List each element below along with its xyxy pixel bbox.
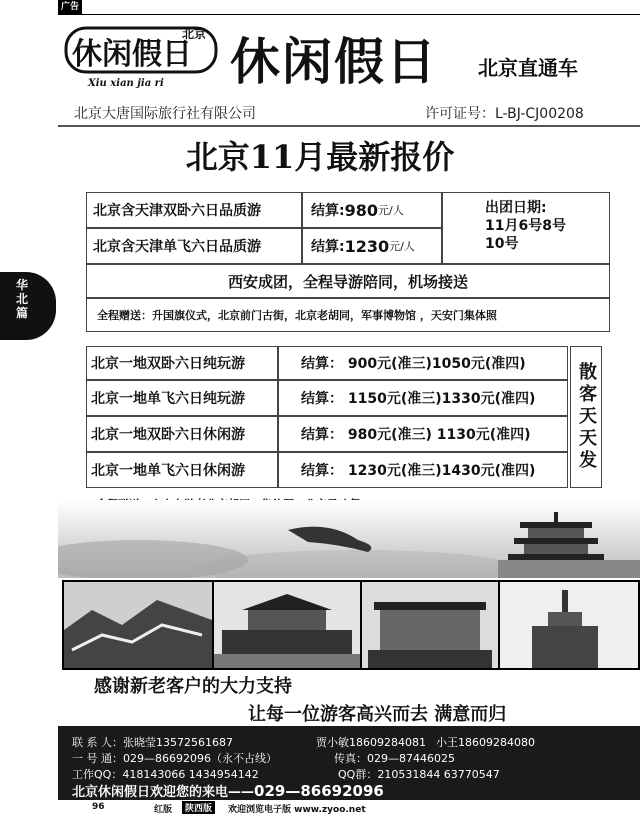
tour-note (86, 264, 610, 298)
tour-name-cell (86, 416, 278, 452)
tour-name-cell (86, 380, 278, 416)
contact-person: 小王18609284080 (436, 736, 535, 749)
price-text: 结算： 1230元(准三)1430元(准四) (301, 463, 536, 479)
contact-person: 张晓莹13572561687 (123, 736, 233, 749)
thanks-line: 感谢新老客户的大力支持 (94, 676, 292, 697)
contacts-row (72, 734, 233, 750)
price-text: 结算： 900元(准三)1050元(准四) (301, 356, 526, 372)
tour-price-cell (278, 346, 568, 380)
contact-person: 贾小敏18609284081 (316, 736, 426, 749)
region-tab-char: 华 (16, 278, 29, 292)
price-text: 结算： 1150元(准三)1330元(准四) (301, 391, 536, 407)
price-unit: 元/人 (389, 240, 415, 253)
qq-label: 工作QQ： (72, 768, 123, 781)
gift-row (86, 298, 610, 332)
license-number: 许可证号：L-BJ-CJ00208 (425, 106, 584, 122)
brand-name: 休闲假日 (230, 32, 438, 91)
brand-subtitle: 北京直通车 (478, 56, 578, 80)
footer-edition: 红版 (154, 805, 173, 814)
phone-row (72, 750, 277, 766)
fax-row (334, 750, 455, 766)
logo-text: 休闲假日 (72, 37, 192, 72)
header-divider (58, 125, 640, 127)
tour-name-cell (86, 192, 302, 228)
departure-dates: 出团日期: 11月6号8号 10号 (442, 192, 610, 264)
price-label: 结算: (311, 203, 345, 219)
banner-scene (58, 500, 640, 578)
tour-name: 北京一地双卧六日休闲游 (91, 427, 245, 443)
brand-logo (64, 20, 224, 92)
contact-block (58, 726, 640, 800)
logo-pinyin: Xiu xian jia ri (88, 78, 164, 89)
logo-mark (64, 20, 224, 92)
welcome-text: 北京休闲假日欢迎您的来电—— (72, 785, 255, 800)
region-tab-char: 篇 (16, 306, 29, 320)
price-value: 980 (344, 200, 379, 220)
tour-name-cell (86, 228, 302, 264)
top-divider (58, 14, 640, 15)
fax-label: 传真： (334, 752, 367, 765)
tour-name: 北京一地单飞六日休闲游 (91, 463, 245, 479)
tour-name: 北京一地双卧六日纯玩游 (91, 356, 245, 372)
welcome-row (72, 781, 384, 800)
qq-group-label: QQ群： (338, 768, 378, 781)
price-value: 1230 (344, 236, 390, 256)
region-tab-char: 北 (16, 292, 29, 306)
tour-name-cell (86, 346, 278, 380)
page-number: 96 (92, 802, 105, 812)
military-museum-photo (500, 582, 638, 668)
tour-price-cell (302, 192, 442, 228)
page-footer (58, 800, 640, 814)
gift-text: 全程赠送：升国旗仪式，北京前门古街，北京老胡同，军事博物馆 ，天安门集体照 (97, 309, 497, 322)
tour-name: 北京一地单飞六日纯玩游 (91, 391, 245, 407)
tiananmen-photo (214, 582, 360, 668)
thanks-line: 让每一位游客高兴而去 满意而归 (248, 704, 507, 725)
page-title: 北京11月最新报价 (185, 138, 455, 176)
qq-group-number: 210531844 63770547 (377, 768, 500, 781)
company-name: 北京大唐国际旅行社有限公司 (74, 106, 256, 122)
price-label: 结算: (311, 239, 345, 255)
tour-price-cell (278, 380, 568, 416)
photo-strip (62, 580, 640, 670)
great-wall-photo (64, 582, 212, 668)
tour-name-cell (86, 452, 278, 488)
qq-group-row (338, 766, 500, 782)
tour-name: 北京含天津单飞六日品质游 (93, 239, 261, 255)
memorial-hall-photo (362, 582, 498, 668)
photo-collage (62, 580, 640, 670)
footer-site: 欢迎浏览电子版 www.zyoo.net (228, 805, 366, 814)
daily-departure-label (570, 346, 602, 488)
daily-departure-text: 散客天天发 (576, 362, 597, 472)
banner-illustration (58, 500, 640, 578)
footer-brand: 陕西版 (182, 801, 215, 814)
ad-tag: 广告 (58, 0, 82, 14)
price-text: 结算： 980元(准三) 1130元(准四) (301, 427, 531, 443)
fax-number: 029—87446025 (367, 752, 455, 765)
qq-row (72, 766, 259, 782)
price-unit: 元/人 (378, 204, 404, 217)
contacts-label: 联 系 人： (72, 736, 123, 749)
qq-number: 418143066 1434954142 (122, 768, 259, 781)
logo-corner-text: 北京 (182, 27, 207, 41)
region-tab (0, 272, 56, 340)
tour-price-cell (302, 228, 442, 264)
tour-name: 北京含天津双卧六日品质游 (93, 203, 261, 219)
tour-price-cell (278, 416, 568, 452)
tour-price-cell (278, 452, 568, 488)
tour-note-text: 西安成团，全程导游陪同，机场接送 (227, 272, 468, 291)
phone-label: 一 号 通： (72, 752, 123, 765)
welcome-phone: 029—86692096 (254, 782, 384, 800)
phone-number: 029—86692096（永不占线） (123, 752, 277, 765)
